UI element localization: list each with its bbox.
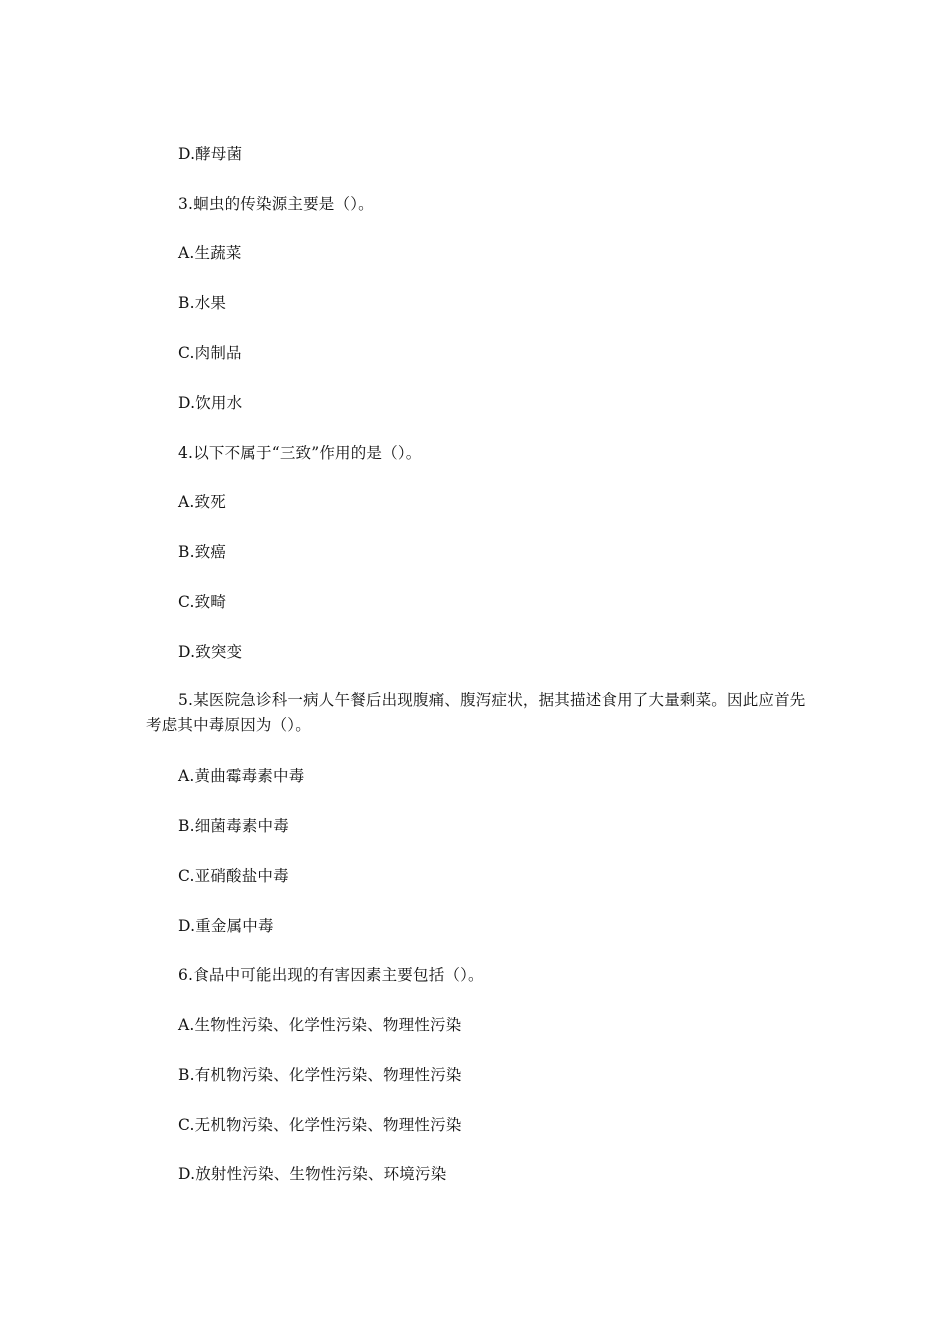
question-5: 5.某医院急诊科一病人午餐后出现腹痛、腹泻症状，据其描述食用了大量剩菜。因此应首先考虑其中毒原因为（）。 bbox=[146, 691, 806, 734]
option-2d: D.酵母菌 bbox=[178, 145, 243, 163]
option-3b: B.水果 bbox=[178, 294, 227, 312]
question-6: 6.食品中可能出现的有害因素主要包括（）。 bbox=[178, 966, 484, 984]
option-5c: C.亚硝酸盐中毒 bbox=[178, 867, 289, 885]
option-6c: C.无机物污染、化学性污染、物理性污染 bbox=[178, 1116, 462, 1134]
option-6b: B.有机物污染、化学性污染、物理性污染 bbox=[178, 1066, 462, 1084]
question-3: 3.蛔虫的传染源主要是（）。 bbox=[178, 195, 374, 213]
option-3a: A.生蔬菜 bbox=[178, 244, 242, 262]
option-4c: C.致畸 bbox=[178, 593, 227, 611]
question-4: 4.以下不属于“三致”作用的是（）。 bbox=[178, 444, 422, 462]
option-6a: A.生物性污染、化学性污染、物理性污染 bbox=[178, 1016, 462, 1034]
option-5d: D.重金属中毒 bbox=[178, 917, 274, 935]
option-5b: B.细菌毒素中毒 bbox=[178, 817, 289, 835]
option-3d: D.饮用水 bbox=[178, 394, 243, 412]
option-5a: A.黄曲霉毒素中毒 bbox=[178, 767, 305, 785]
option-3c: C.肉制品 bbox=[178, 344, 242, 362]
option-4d: D.致突变 bbox=[178, 643, 243, 661]
option-6d: D.放射性污染、生物性污染、环境污染 bbox=[178, 1165, 447, 1183]
option-4b: B.致癌 bbox=[178, 543, 227, 561]
option-4a: A.致死 bbox=[178, 493, 226, 511]
